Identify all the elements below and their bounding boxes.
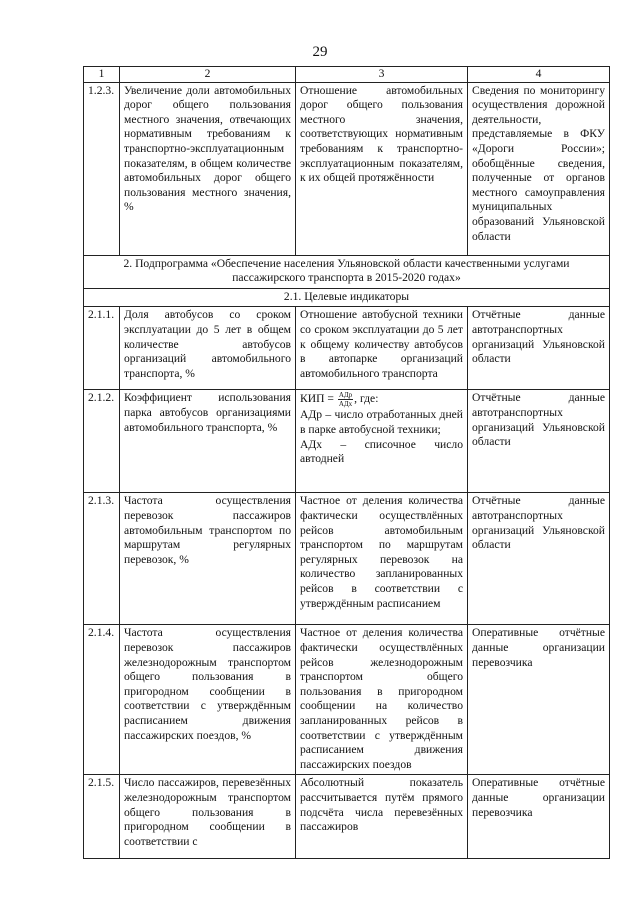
section-title: 2.1. Целевые индикаторы bbox=[84, 288, 610, 307]
data-source: Отчётные данные автотранспортных организаций Ульяновской области bbox=[468, 307, 610, 390]
formula-fraction bbox=[338, 391, 353, 408]
calculation-method: Частное от деления количества фактически осуществлённых рейсов автомобильным транспортом по маршрутам регулярных перевозок на количество запланированных рейсов в соответствии с утверждённым расписанием bbox=[296, 493, 468, 625]
indicator-name: Частота осуществления перевозок пассажиров железнодорожным транспортом общего пользования в пригородном сообщении в соответствии с утверждённым расписанием движения пассажирских поездов, % bbox=[120, 625, 296, 775]
row-number: 2.1.5. bbox=[84, 775, 120, 859]
formula-denominator: АДх bbox=[338, 400, 353, 409]
indicators-table bbox=[83, 66, 610, 859]
row-number: 2.1.2. bbox=[84, 390, 120, 493]
row-number: 2.1.1. bbox=[84, 307, 120, 390]
table-row bbox=[84, 775, 610, 859]
indicator-name: Частота осуществления перевозок пассажиров автомобильным транспортом по маршрутам регулярных перевозок, % bbox=[120, 493, 296, 625]
formula-lhs: КИП = bbox=[300, 392, 337, 406]
data-source: Сведения по мониторингу осуществления дорожной деятельности, представляемые в ФКУ «Дороги России»; обобщённые сведения, полученные от органов местного самоуправления муниципальных образований Ульяновской области bbox=[468, 82, 610, 255]
table-row bbox=[84, 307, 610, 390]
data-source: Отчётные данные автотранспортных организаций Ульяновской области bbox=[468, 390, 610, 493]
indicator-name: Увеличение доли автомобильных дорог общего пользования местного значения, отвечающих нормативным требованиям к транспортно-эксплуатационным показателям, в общем количестве автомобильных дорог общего пользования местного значения, % bbox=[120, 82, 296, 255]
formula bbox=[300, 391, 463, 408]
table-row bbox=[84, 390, 610, 493]
indicator-name: Доля автобусов со сроком эксплуатации до 5 лет в общем количестве автобусов организаций автомобильного транспорта, % bbox=[120, 307, 296, 390]
page-number: 29 bbox=[312, 44, 328, 60]
row-number: 2.1.3. bbox=[84, 493, 120, 625]
data-source: Оперативные отчётные данные организации перевозчика bbox=[468, 625, 610, 775]
table-row bbox=[84, 493, 610, 625]
calculation-method: Частное от деления количества фактически осуществлённых рейсов железнодорожным транспортом общего пользования в пригородном сообщении на количество запланированных рейсов в соответствии с утверждённым расписанием движения пассажирских поездов bbox=[296, 625, 468, 775]
formula-definition: АДр – число отработанных дней в парке автобусной техники; bbox=[300, 408, 463, 436]
data-source: Оперативные отчётные данные организации перевозчика bbox=[468, 775, 610, 859]
header-cell: 3 bbox=[296, 67, 468, 83]
indicator-name: Число пассажиров, перевезённых железнодорожным транспортом общего пользования в пригородном сообщении в соответствии с bbox=[120, 775, 296, 859]
table-row bbox=[84, 82, 610, 255]
indicator-name: Коэффициент использования парка автобусов организациями автомобильного транспорта, % bbox=[120, 390, 296, 493]
formula-rhs: , где: bbox=[354, 392, 379, 406]
data-source: Отчётные данные автотранспортных организаций Ульяновской области bbox=[468, 493, 610, 625]
row-number: 2.1.4. bbox=[84, 625, 120, 775]
section-row bbox=[84, 288, 610, 307]
subprogram-title: 2. Подпрограмма «Обеспечение населения Ульяновской области качественными услугами пассажирского транспорта в 2015-2020 годах» bbox=[84, 255, 610, 288]
subprogram-row bbox=[84, 255, 610, 288]
calculation-method: Абсолютный показатель рассчитывается путём прямого подсчёта числа перевезённых пассажиров bbox=[296, 775, 468, 859]
calculation-method: Отношение автобусной техники со сроком эксплуатации до 5 лет к общему количеству автобусов в автопарке организаций автомобильного транспорта bbox=[296, 307, 468, 390]
formula-definition: АДх – списочное число автодней bbox=[300, 437, 463, 466]
row-number: 1.2.3. bbox=[84, 82, 120, 255]
calculation-method: Отношение автомобильных дорог общего пользования местного значения, соответствующих нормативным требованиям к транспортно-эксплуатационным показателям, к их общей протяжённости bbox=[296, 82, 468, 255]
formula-numerator: АДр bbox=[338, 391, 353, 400]
table-header-row bbox=[84, 67, 610, 83]
calculation-method bbox=[296, 390, 468, 493]
header-cell: 4 bbox=[468, 67, 610, 83]
table-row bbox=[84, 625, 610, 775]
header-cell: 2 bbox=[120, 67, 296, 83]
header-cell: 1 bbox=[84, 67, 120, 83]
